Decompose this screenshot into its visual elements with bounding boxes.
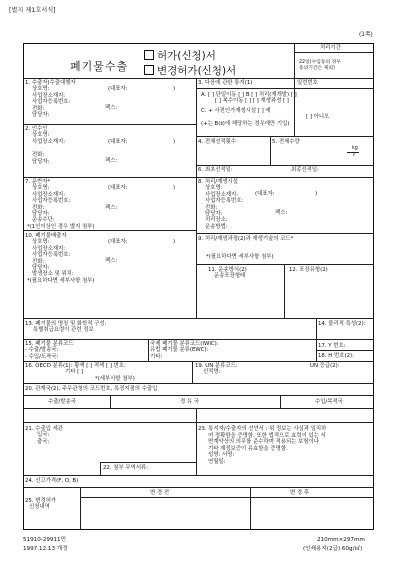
checkbox-permit[interactable] (144, 50, 154, 60)
option-change-permit[interactable]: 변경허가(신청)서 (144, 63, 236, 78)
total-shipments-label: 4. 전체선적횟수 (198, 139, 237, 145)
section-declaration: 23. 통지자/수출자의 선언서 : 위 정보는 사실과 일치하 여 정확함을 증명함. 또한 법적으로 효력이 있는 서 면계약상의 의무를 준수하며 적용되는 보험이나 기타 재정보증이 유효함을 증명함. 성명: 서명: 연월일: (198, 426, 327, 465)
y-number-label: 17. Y 번호: (318, 343, 346, 349)
notification-options[interactable]: A. [ ] 단일이동 [ ] B [ ] 처리(재개발) [ ] [ ] 복수이동 [ ] [ ] 재생과정 [ ] C. + 사전인가재생시설 [ ] 예 [ ] 아니오 (+는 B(ⅱ)에 해당하는 경우에만 기입) (201, 92, 330, 127)
section-change-details: 25. 변경허가 신청내역 (25, 498, 57, 511)
section-countries: 20. 관계국(2), 주무관청의 코드번호, 특정지점의 수출입 (25, 386, 158, 392)
footer-paper-spec: (인쇄용지(2급) 60g/㎡) (303, 546, 363, 552)
col-transit-country: 경 유 국 (180, 399, 200, 405)
processing-period-text: 22일(수입동의 경우 동의기간은 제외) (299, 60, 341, 71)
section-notification: 3. 다음에 관한 통지(1) (198, 80, 253, 86)
section-physical-properties: 14. 물리적 특성(2): (318, 321, 366, 327)
option-permit[interactable]: 허가(신청)서 (144, 48, 216, 63)
recipient-fax-label: 팩스: (105, 158, 118, 164)
first-shipment-label: 6. 최초선적일: (198, 167, 233, 173)
h-number-label: 18. H 번호(2): (318, 353, 354, 359)
facility-rep-label: (대표자: (255, 191, 275, 197)
unit-liter: ℓ (353, 153, 355, 158)
section-packaging: 12. 포장유형(2) (289, 267, 328, 273)
section-exporter: 1. 수출자(수출대행자 상호명: 사업장소재지: 사업자등록번호: 전화: 담당자: (25, 80, 76, 119)
section-process-code: 9. 처리/재생과정(2)과 재생기술의 코드* (198, 236, 294, 242)
serial-number-label: 일련번호 (297, 80, 318, 86)
recipient-rep-close: ) (173, 139, 176, 145)
section-oecd-class[interactable]: 16. OECD 분류(1): 황색 [ ] 적색 [ ] 번호: 기타 [ ] *(세부사항 첨부) (25, 363, 135, 382)
last-shipment-label: 최종선적일: (291, 167, 319, 173)
section-waste-name: 13. 폐기물의 명칭 및 화학적 구성: 특별취급요령이 관련 정보 (25, 321, 107, 334)
page-number: (1쪽) (359, 32, 373, 38)
exporter-fax-label: 팩스: (105, 105, 118, 111)
total-quantity-label: 5. 전체수량 (272, 139, 300, 145)
facility-fax-label: 팩스: (275, 210, 288, 216)
footer-revision-date: 1997.12.13 개정 (23, 546, 68, 552)
col-export-country: 수출/발송국 (48, 399, 76, 405)
footer-form-code: 51910-29911민 (23, 537, 67, 543)
recipient-rep-label: (대표자: (108, 139, 128, 145)
process-code-note: *(필요하다면 세부사항 첨부) (206, 254, 274, 260)
generator-rep-label: (대표자: (108, 239, 128, 245)
checkbox-change-permit[interactable] (144, 65, 154, 75)
section-declared-value: 24. 신고가격(F, O, B) (25, 478, 79, 484)
section-carrier: 7. 운반자* 상호명: 사업장소재지: 사업자등록번호: 전화: 담당자: 운송수단: *(1인이상인 경우 별지 첨부) (25, 179, 95, 230)
col-after-change: 변 경 후 (290, 490, 310, 496)
col-before-change: 변 경 전 (150, 490, 170, 496)
generator-rep-close: ) (173, 239, 176, 245)
carrier-rep-label: (대표자: (108, 185, 128, 191)
generator-fax-label: 팩스: (105, 258, 118, 264)
section-facility: 8. 처리/재생시설 상호명: 사업장소재지: 사업자등록번호: 전화: 담당자: 처리장소: 운송방법: (198, 179, 244, 230)
footer-paper-size: 210mm×297mm (317, 537, 365, 543)
section-classification-code: 15. 폐기물 분류코드 - 수출/발송국: - 수입/도착국: (25, 341, 74, 360)
section-un-code: 19. UN 분류코드: 선적명: (195, 363, 238, 376)
international-codes: 국제 폐기물 분류코드(IWIC): 유럽 폐기물 분류(EWC): 기타: (150, 341, 219, 360)
carrier-rep-close: ) (173, 185, 176, 191)
section-trade-documents: 22. 첨부 무역서류: (103, 465, 149, 471)
exporter-rep-close: ) (173, 86, 176, 92)
section-generator: 10. 폐기물배출자 상호명: 사업장소재지: 사업자등록번호: 전화: 담당자: 발생장소 및 위치: *(필요하다면 세부사항 첨부) (25, 233, 95, 284)
form-title-main: 폐기물수출 (70, 60, 129, 73)
section-recipient: 2. 인수인 상호명: 사업장소재지: 전화: 담당자: (25, 126, 66, 165)
col-import-country: 수입/목적국 (315, 399, 343, 405)
section-transport-mode: 11. 운송방식(2) 운송포장형태 (208, 267, 247, 280)
unit-kg: kg (352, 146, 358, 151)
facility-rep-close: ) (315, 191, 318, 197)
processing-period-label: 처리기간 (320, 45, 341, 51)
form-title (70, 55, 128, 74)
form-reference: [별지 제1호서식] (9, 7, 56, 14)
section-customs: 21. 수출입 세관 입국: 출국: (25, 426, 64, 445)
exporter-rep-label: (대표자: (108, 86, 128, 92)
un-class-label: UN 등급(2): (310, 363, 340, 369)
carrier-fax-label: 팩스: (105, 205, 118, 211)
